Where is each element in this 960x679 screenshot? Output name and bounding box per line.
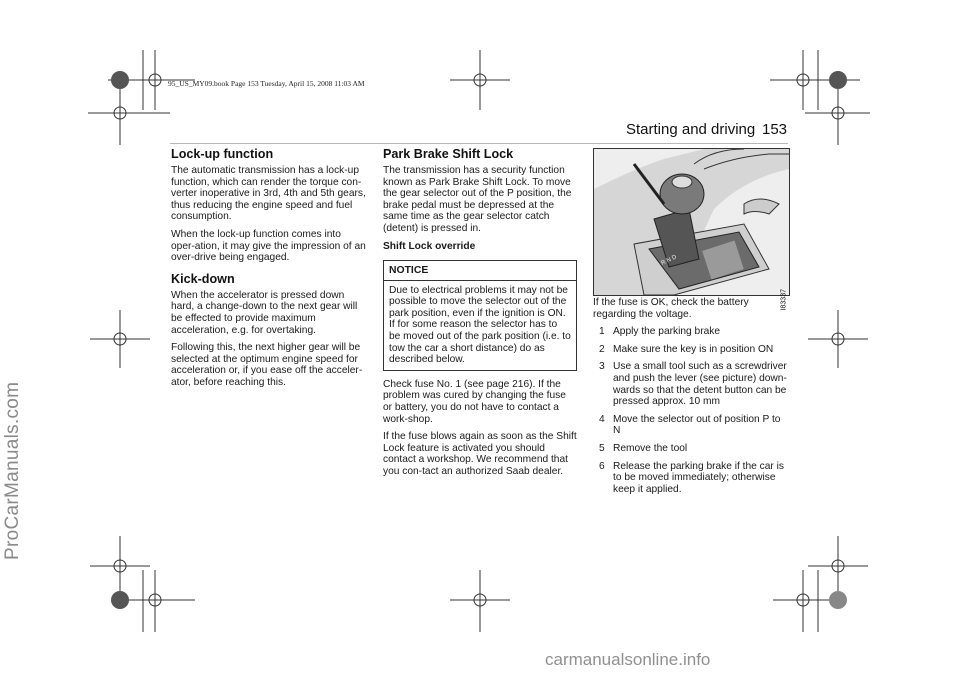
- lockup-paragraph-2: When the lock-up function comes into oper-ation, it may give the impression of an over-drive being engaged.: [171, 228, 366, 264]
- bottom-watermark: carmanualsonline.info: [545, 650, 711, 669]
- step-number: 1: [599, 326, 605, 338]
- column-1: [171, 147, 366, 395]
- step-text: Apply the parking brake: [613, 326, 721, 338]
- step-text: Release the parking brake if the car is to be moved immediately; otherwise keep it applied.: [613, 460, 785, 495]
- step-text: Make sure the key is in position ON: [613, 343, 774, 355]
- svg-text:R N D: R N D: [660, 254, 678, 267]
- shiftlock-heading: Park Brake Shift Lock: [383, 147, 514, 161]
- kickdown-paragraph-1: When the accelerator is pressed down hard, a change-down to the next gear will be effected to provide maximum acceleration, e.g. for overtaking.: [171, 289, 358, 336]
- step-number: 6: [599, 460, 605, 472]
- override-steps: [593, 326, 789, 495]
- column-3: [593, 297, 789, 501]
- notice-box: [383, 260, 577, 371]
- figure-code: I83337: [780, 289, 787, 311]
- list-item: [593, 461, 789, 496]
- step-text: Use a small tool such as a screwdriver and push the lever (see picture) down-wards so that the detent button can be pressed approx. 10 mm: [613, 361, 787, 408]
- kickdown-heading: Kick-down: [171, 271, 235, 286]
- notice-heading: NOTICE: [384, 261, 576, 281]
- workshop-paragraph: If the fuse blows again as soon as the Shift Lock feature is activated you should contact a workshop. We recommend that you con-tact an authorized Saab dealer.: [383, 431, 577, 477]
- lockup-paragraph-1: The automatic transmission has a lock-up function, which can render the torque con-verter inoperative in 3rd, 4th and 5th gears, thus reducing the engine speed and fuel consumption.: [171, 165, 366, 223]
- gear-selector-drawing: [594, 149, 789, 295]
- battery-paragraph: If the fuse is OK, check the battery regarding the voltage.: [593, 297, 749, 320]
- list-item: [593, 326, 789, 338]
- override-subheading: Shift Lock override: [383, 240, 476, 252]
- list-item: [593, 414, 789, 437]
- page-number: 153: [762, 121, 788, 138]
- step-number: 5: [599, 442, 605, 454]
- step-number: 4: [599, 413, 605, 425]
- side-watermark: ProCarManuals.com: [2, 381, 23, 560]
- notice-body: Due to electrical problems it may not be possible to move the selector out of the park position, even if the ignition is ON. If for some reason the selector has to be moved out of the park position (i.e. to tow the car a short distance) do as described below.: [389, 284, 571, 366]
- book-print-tag: 95_US_MY09.book Page 153 Tuesday, April 15, 2008 11:03 AM: [168, 79, 365, 88]
- step-text: Move the selector out of position P to N: [613, 413, 781, 437]
- list-item: [593, 443, 789, 455]
- list-item: [593, 361, 789, 407]
- fuse-paragraph: Check fuse No. 1 (see page 216). If the problem was cured by changing the fuse or battery, you do not have to contact a work-shop.: [383, 378, 566, 425]
- step-number: 3: [599, 361, 605, 373]
- section-header: Starting and driving: [626, 121, 756, 138]
- shiftlock-paragraph-1: The transmission has a security function known as Park Brake Shift Lock. To move the gear selector out of the P position, the brake pedal must be depressed at the same time as the gear selector catch (detent) is pressed in.: [383, 165, 572, 234]
- kickdown-paragraph-2: Following this, the next higher gear will be selected at the optimum engine speed for acceleration or, if you ease off the acceler-ator, before reaching this.: [171, 342, 363, 388]
- column-2: [383, 147, 577, 483]
- step-number: 2: [599, 343, 605, 355]
- step-text: Remove the tool: [613, 442, 688, 454]
- list-item: [593, 344, 789, 356]
- lockup-heading: Lock-up function: [171, 147, 274, 161]
- header-rule: [170, 143, 788, 144]
